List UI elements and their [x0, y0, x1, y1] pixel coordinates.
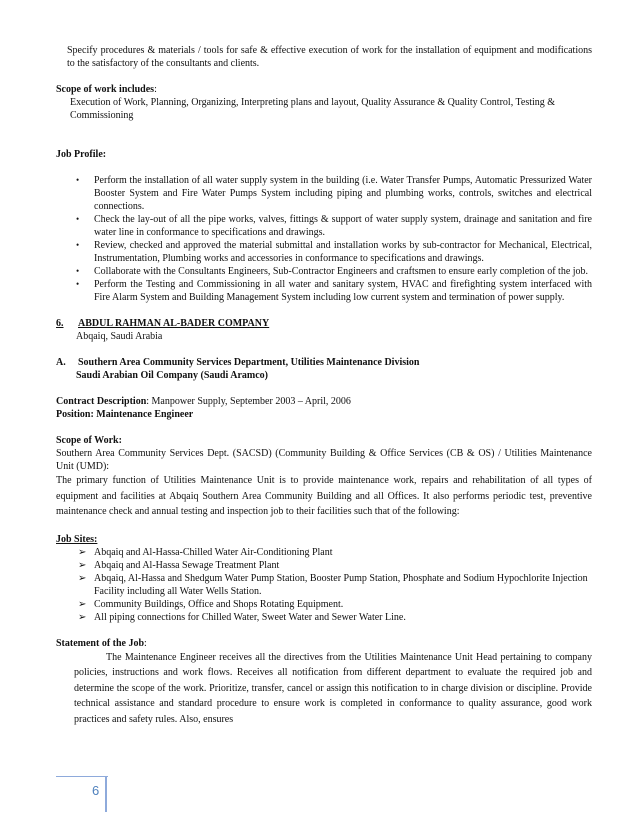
list-item-text: Review, checked and approved the material submittal and installation works by sub-contractor for Mechanical, Electrical, Instrumentation, Plumbing works and accessories in conformance to specifications and drawings.	[94, 240, 592, 264]
contract-description	[56, 395, 592, 408]
list-item-text: All piping connections for Chilled Water, Sweet Water and Sewer Water Line.	[94, 611, 406, 623]
scope-of-work-dept: Southern Area Community Services Dept. (SACSD) (Community Building & Office Services (CB & OS) / Utilities Maintenance Unit (UMD):	[56, 448, 592, 472]
statement-colon: :	[144, 637, 147, 649]
list-item-text: Abqaiq and Al-Hassa Sewage Treatment Plant	[94, 559, 280, 571]
list-item	[56, 572, 592, 598]
list-item	[56, 611, 592, 624]
list-item-text: Community Buildings, Office and Shops Rotating Equipment.	[94, 598, 344, 610]
scope-colon: :	[154, 84, 157, 95]
division-line1: Southern Area Community Services Department, Utilities Maintenance Division	[78, 357, 420, 368]
arrow-bullet-icon: ➢	[78, 611, 87, 623]
division-heading	[56, 356, 592, 369]
division-letter: A.	[56, 357, 66, 368]
document-page	[56, 44, 592, 727]
company-heading	[56, 317, 592, 330]
job-sites-heading: Job Sites:	[56, 533, 98, 545]
company-location: Abqaiq, Saudi Arabia	[76, 331, 163, 342]
list-item	[56, 278, 592, 304]
bullet-icon: •	[76, 240, 80, 250]
list-item	[56, 559, 592, 572]
list-item	[56, 598, 592, 611]
footer-divider	[56, 776, 108, 777]
scope-label: Scope of work includes	[56, 84, 155, 95]
list-item-text: Collaborate with the Consultants Engineers, Sub-Contractor Engineers and craftsmen to ensure early completion of the job.	[94, 266, 589, 277]
list-item-text: Perform the installation of all water supply system in the building (i.e. Water Transfer Pumps, Automatic Pressurized Water Booster System and Fire Water Pumps System including piping and plumbing works, controls, switches and electrical connections.	[94, 175, 592, 212]
job-profile-list	[56, 174, 592, 304]
scope-of-work-heading: Scope of Work:	[56, 435, 122, 446]
bullet-icon: •	[76, 279, 80, 289]
company-name: ABDUL RAHMAN AL-BADER COMPANY	[78, 318, 270, 329]
page-number: 6	[92, 783, 100, 798]
list-item	[56, 174, 592, 213]
list-item-text: Abqaiq and Al-Hassa-Chilled Water Air-Conditioning Plant	[94, 546, 333, 558]
bullet-icon: •	[76, 175, 80, 185]
arrow-bullet-icon: ➢	[78, 572, 87, 584]
bullet-icon: •	[76, 266, 80, 276]
bullet-icon: •	[76, 214, 80, 224]
position-label: Position:	[56, 409, 94, 420]
position-line	[56, 408, 592, 421]
contract-value: : Manpower Supply, September 2003 – April, 2006	[146, 396, 351, 407]
scope-includes-text: Execution of Work, Planning, Organizing, Interpreting plans and layout, Quality Assurance & Quality Control, Testing & Commissioning	[70, 97, 556, 121]
statement-label: Statement of the Job	[56, 637, 145, 649]
list-item	[56, 213, 592, 239]
list-item	[56, 239, 592, 265]
arrow-bullet-icon: ➢	[78, 559, 87, 571]
contract-label: Contract Description	[56, 396, 147, 407]
statement-body: The Maintenance Engineer receives all the directives from the Utilities Maintenance Unit Head pertaining to company policies, instructions and work flows. Receives all notification from different department to evaluate the required job and determine the scope of the work. Prioritize, transfer, cancel or assign this notification to in charge division or discipline. Provide technical assistance and standard procedure to ensure work is completed in conformance to quality assurance, good work practices and safety rules. Also, ensures	[74, 651, 592, 725]
list-item-text: Perform the Testing and Commissioning in all water and sanitary system, HVAC and firefighting system interfaced with Fire Alarm System and Building Management System including low current system and termination of power supply.	[94, 279, 592, 303]
scope-includes-heading	[56, 83, 592, 96]
scope-of-work-body: The primary function of Utilities Maintenance Unit is to provide maintenance work, repairs and rehabilitation of all types of equipment and facilities at Abqaiq Southern Area Community Building and all Offices. It also performs periodic test, preventive maintenance check and annual testing and inspection job to their facilities such that of the following:	[56, 475, 592, 517]
list-item	[56, 546, 592, 559]
position-value: Maintenance Engineer	[93, 409, 194, 420]
division-line2: Saudi Arabian Oil Company (Saudi Aramco)	[76, 370, 268, 381]
list-item-text: Check the lay-out of all the pipe works, valves, fittings & support of water supply system, drainage and sanitation and fire water line in conformance to specifications and drawings.	[94, 214, 592, 238]
intro-paragraph: Specify procedures & materials / tools for safe & effective execution of work for the installation of equipment and modifications to the satisfactory of the consultants and clients.	[67, 45, 592, 69]
job-sites-list	[56, 546, 592, 624]
company-number: 6.	[56, 318, 64, 329]
arrow-bullet-icon: ➢	[78, 546, 87, 558]
footer-vertical-rule	[105, 776, 107, 812]
statement-heading	[56, 637, 592, 650]
list-item-text: Abqaiq, Al-Hassa and Shedgum Water Pump Station, Booster Pump Station, Phosphate and Sodium Hypochlorite Injection Facility including all Water Wells Station.	[94, 572, 588, 597]
job-profile-heading: Job Profile:	[56, 149, 107, 160]
arrow-bullet-icon: ➢	[78, 598, 87, 610]
list-item	[56, 265, 592, 278]
